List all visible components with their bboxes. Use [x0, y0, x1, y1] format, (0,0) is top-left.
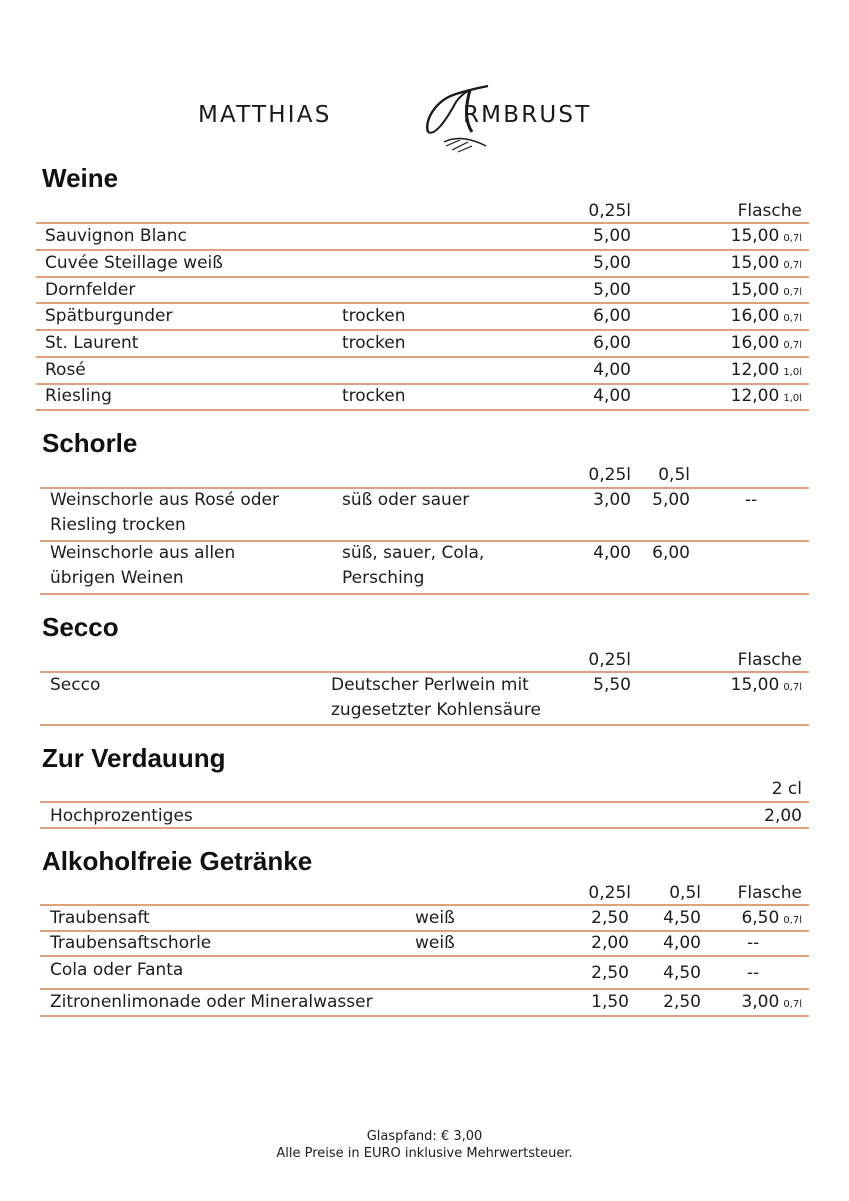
bottle-price: 15,00 — [730, 226, 780, 246]
divider — [40, 1015, 809, 1017]
bottle-size: 0,7l — [783, 233, 802, 244]
price-05: 2,50 — [663, 992, 701, 1012]
bottle-price: 16,00 — [730, 306, 780, 326]
logo-first-name: MATTHIAS — [198, 102, 332, 128]
item-name: Dornfelder — [45, 280, 136, 300]
divider — [36, 356, 809, 358]
weine-header-025: 0,25l — [588, 201, 631, 221]
section-title-schorle: Schorle — [42, 428, 138, 458]
item-note: trocken — [342, 306, 406, 326]
price-bottle — [680, 908, 802, 931]
price-bottle — [680, 280, 802, 303]
price-025: 5,00 — [593, 226, 631, 246]
price-05: 6,00 — [652, 543, 690, 563]
item-note: trocken — [342, 333, 406, 353]
price-2cl: 2,00 — [764, 806, 802, 826]
bottle-size: 0,7l — [783, 915, 802, 926]
divider — [40, 827, 809, 829]
price-025: 2,50 — [591, 908, 629, 928]
bottle-price: 16,00 — [730, 333, 780, 353]
divider — [36, 302, 809, 304]
bottle-size: 0,7l — [783, 682, 802, 693]
bottle-size: 0,7l — [783, 999, 802, 1010]
price-bottle — [680, 992, 802, 1015]
price-025: 5,50 — [593, 675, 631, 695]
section-title-verdauung: Zur Verdauung — [42, 743, 226, 773]
section-title-alkoholfrei: Alkoholfreie Getränke — [42, 846, 313, 876]
secco-header-025: 0,25l — [588, 650, 631, 670]
item-name-cont: Riesling trocken — [50, 515, 186, 535]
price-05: 5,00 — [652, 490, 690, 510]
item-name: Cola oder Fanta — [50, 960, 184, 980]
item-note: süß, sauer, Cola, — [342, 543, 485, 563]
divider — [40, 904, 809, 906]
price-bottle — [680, 675, 802, 698]
item-name-cont: übrigen Weinen — [50, 568, 184, 588]
item-name: Secco — [50, 675, 101, 695]
price-bottle — [680, 226, 802, 249]
bottle-price: 12,00 — [730, 360, 780, 380]
schorle-header-025: 0,25l — [588, 465, 631, 485]
bottle-size: 1,0l — [783, 393, 802, 404]
divider — [36, 222, 809, 224]
bottle-price: 15,00 — [730, 280, 780, 300]
divider — [36, 329, 809, 331]
divider — [40, 724, 809, 726]
price-bottle — [747, 963, 759, 983]
bottle-size: 0,7l — [783, 340, 802, 351]
price-025: 4,00 — [593, 386, 631, 406]
divider — [40, 671, 809, 673]
price-bottle — [680, 386, 802, 409]
item-name: Zitronenlimonade oder Mineralwasser — [50, 992, 373, 1012]
schorle-header-05: 0,5l — [658, 465, 690, 485]
price-bottle — [680, 306, 802, 329]
price-025: 2,50 — [591, 963, 629, 983]
item-name: St. Laurent — [45, 333, 139, 353]
divider — [36, 276, 809, 278]
item-name: Spätburgunder — [45, 306, 173, 326]
section-title-secco: Secco — [42, 612, 119, 642]
item-note: weiß — [415, 908, 455, 928]
bottle-price: 15,00 — [730, 675, 780, 695]
item-name: Weinschorle aus allen — [50, 543, 236, 563]
bottle-size: 0,7l — [783, 287, 802, 298]
price-05: 4,00 — [663, 933, 701, 953]
price-025: 4,00 — [593, 360, 631, 380]
bottle-size: 0,7l — [783, 260, 802, 271]
bottle-price: -- — [747, 963, 760, 983]
price-bottle — [680, 253, 802, 276]
item-name: Traubensaft — [50, 908, 150, 928]
divider — [36, 409, 809, 411]
price-025: 2,00 — [591, 933, 629, 953]
bottle-price: 3,00 — [741, 992, 780, 1012]
item-name: Hochprozentiges — [50, 806, 193, 826]
divider — [40, 955, 809, 957]
section-title-weine: Weine — [42, 163, 119, 193]
bottle-size: 1,0l — [783, 367, 802, 378]
weine-header-flasche: Flasche — [737, 201, 802, 221]
price-bottle — [747, 933, 759, 953]
alkfrei-header-025: 0,25l — [588, 883, 631, 903]
price-025: 6,00 — [593, 333, 631, 353]
item-name: Weinschorle aus Rosé oder — [50, 490, 279, 510]
bottle-price: 15,00 — [730, 253, 780, 273]
divider — [36, 249, 809, 251]
alkfrei-header-05: 0,5l — [669, 883, 701, 903]
divider — [40, 593, 809, 595]
deposit-note: Glaspfand: € 3,00 — [366, 1129, 483, 1144]
price-025: 3,00 — [593, 490, 631, 510]
price-025: 4,00 — [593, 543, 631, 563]
price-bottle — [680, 333, 802, 356]
tax-note: Alle Preise in EURO inklusive Mehrwertsteuer. — [276, 1146, 573, 1161]
price-025: 5,00 — [593, 280, 631, 300]
item-note: Deutscher Perlwein mit — [331, 675, 529, 695]
bottle-size: 0,7l — [783, 313, 802, 324]
price-025: 1,50 — [591, 992, 629, 1012]
item-name: Sauvignon Blanc — [45, 226, 187, 246]
item-note-cont: zugesetzter Kohlensäure — [331, 700, 541, 720]
item-note-cont: Persching — [342, 568, 425, 588]
item-note: süß oder sauer — [342, 490, 470, 510]
brand-logo — [198, 80, 658, 155]
divider — [40, 801, 809, 803]
divider — [36, 383, 809, 385]
item-name: Rosé — [45, 360, 86, 380]
bottle-price: 12,00 — [730, 386, 780, 406]
divider — [40, 988, 809, 990]
price-025: 6,00 — [593, 306, 631, 326]
price-025: 5,00 — [593, 253, 631, 273]
divider — [40, 540, 809, 542]
divider — [40, 487, 809, 489]
item-note: weiß — [415, 933, 455, 953]
secco-header-flasche: Flasche — [737, 650, 802, 670]
price-05: 4,50 — [663, 963, 701, 983]
item-note: trocken — [342, 386, 406, 406]
price-bottle: -- — [745, 490, 758, 510]
bottle-price: 6,50 — [741, 908, 780, 928]
item-name: Riesling — [45, 386, 112, 406]
price-05: 4,50 — [663, 908, 701, 928]
logo-last-name: RMBRUST — [463, 102, 592, 128]
alkfrei-header-flasche: Flasche — [737, 883, 802, 903]
item-name: Traubensaftschorle — [50, 933, 212, 953]
verdauung-header-2cl: 2 cl — [771, 779, 802, 799]
bottle-price: -- — [747, 933, 760, 953]
item-name: Cuvée Steillage weiß — [45, 253, 223, 273]
divider — [40, 930, 809, 932]
price-bottle — [680, 360, 802, 383]
